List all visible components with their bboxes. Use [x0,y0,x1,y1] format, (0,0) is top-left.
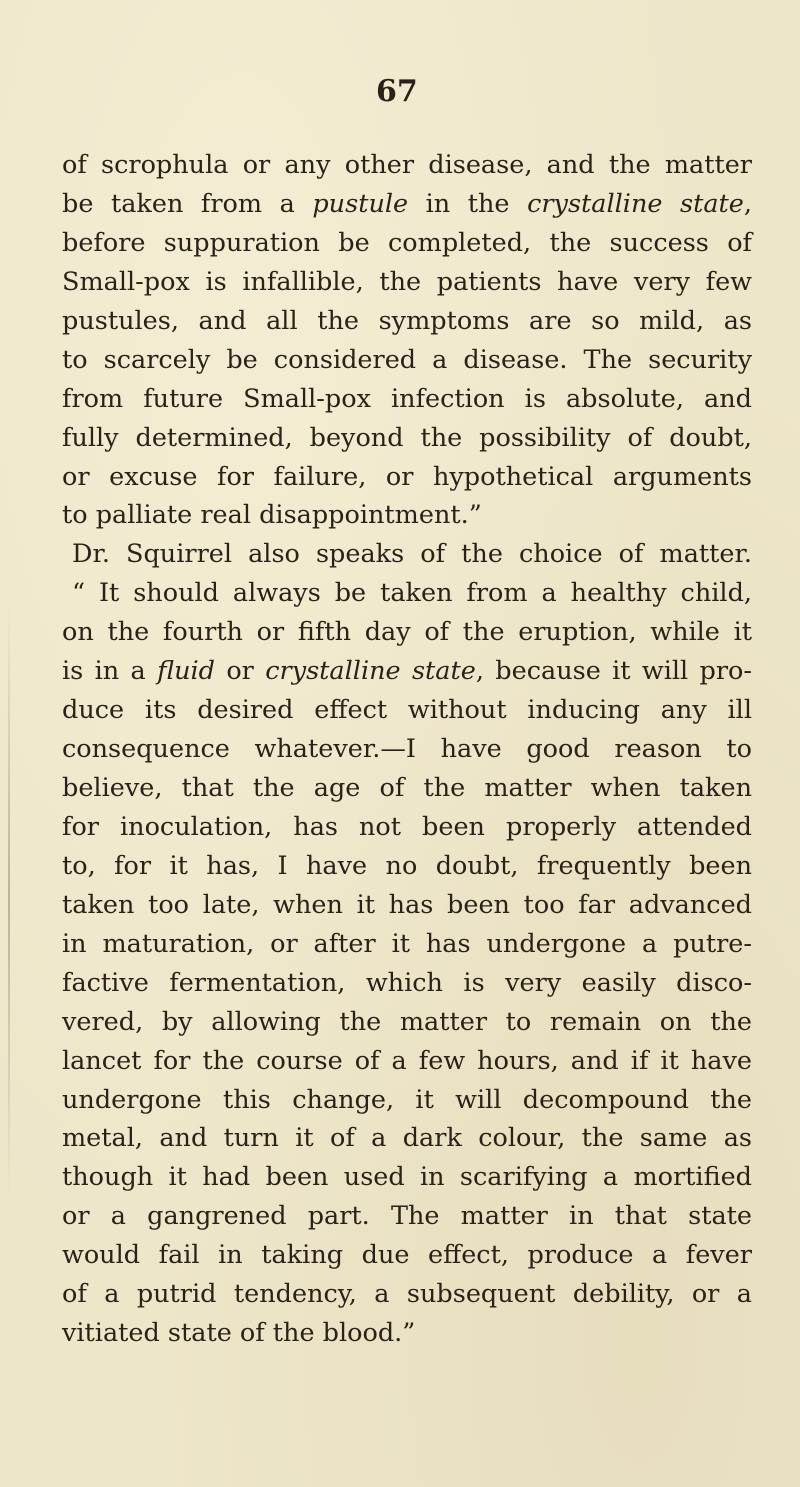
text-run: fully determined, beyond the possibility of doubt, [62,422,752,453]
text-line [62,341,752,380]
text-run: or [214,656,266,687]
text-run: of scrophula or any other disease, and the matter [62,150,752,180]
text-line [62,925,752,964]
text-run: taken too late, when it has been too far advanced [62,889,752,920]
text-run: to scarcely be considered a disease. The security [62,344,752,375]
text-run: believe, that the age of the matter when taken [62,773,752,803]
text-line [62,224,752,263]
text-line [62,535,752,574]
text-run: Dr. Squirrel also speaks of the choice of matter. [72,539,752,570]
text-run: or excuse for failure, or hypothetical arguments [62,461,752,492]
text-run: of a putrid tendency, a subsequent debility, or a [62,1279,752,1310]
text-run: , [743,188,752,219]
text-line [62,419,752,458]
text-line [62,1003,752,1042]
italic-text-run: fluid [157,656,215,687]
text-run: in the [408,188,528,219]
text-run: to palliate real disappointment.” [62,500,482,531]
text-run: pustules, and all the symptoms are so mild, as [62,305,752,336]
text-line [62,380,752,419]
text-line [62,1236,752,1275]
italic-text-run: crystalline state [265,656,476,687]
italic-text-run: pustule [312,188,409,219]
text-run: , because it will pro- [475,656,752,687]
text-line [62,613,752,652]
text-run: is in a [62,656,158,687]
text-line [62,1197,752,1236]
text-run: before suppuration be completed, the success of [62,227,752,258]
text-line [62,263,752,302]
text-run: undergone this change, it will decompound the [62,1084,752,1115]
text-line [62,146,752,185]
text-line [62,964,752,1003]
text-run: from future Small-pox infection is absolute, and [62,383,752,414]
text-line [62,302,752,341]
text-run: factive fermentation, which is very easily disco- [62,967,752,998]
text-run: vitiated state of the blood.” [62,1318,416,1349]
text-run: consequence whatever.—I have good reason to [62,734,752,765]
page-number: 67 [376,74,418,109]
text-run: would fail in taking due effect, produce a fever [62,1240,752,1271]
text-line [62,458,752,497]
text-run: “ It should always be taken from a healthy child, [72,578,752,609]
text-run: for inoculation, has not been properly attended [62,811,752,842]
text-line [62,1081,752,1120]
italic-text-run: crystalline state [527,188,744,219]
text-line [62,691,752,730]
text-line [62,1119,752,1158]
text-run: on the fourth or fifth day of the eruption, while it [62,617,752,648]
text-run: be taken from a [62,188,313,219]
text-run: duce its desired effect without inducing any ill [62,695,752,726]
text-line [62,847,752,886]
text-run: metal, and turn it of a dark colour, the same as [62,1123,752,1154]
text-run: or a gangrened part. The matter in that state [62,1201,752,1232]
text-run: in maturation, or after it has undergone a putre- [62,928,752,959]
text-line [62,1158,752,1197]
text-line [62,185,752,224]
text-line [62,808,752,847]
text-line [62,1042,752,1081]
text-line [62,652,752,691]
text-line [62,574,752,613]
text-line [62,1275,752,1314]
text-line [62,1314,752,1353]
text-run: lancet for the course of a few hours, and if it have [62,1045,752,1076]
text-run: to, for it has, I have no doubt, frequently been [62,850,752,881]
text-line [62,496,752,535]
text-line [62,730,752,769]
body-text [62,146,752,1353]
text-line [62,886,752,925]
text-run: though it had been used in scarifying a mortified [62,1162,752,1193]
page-edge-shadow [8,600,10,1200]
text-line [62,769,752,808]
text-run: vered, by allowing the matter to remain on the [62,1006,752,1037]
text-run: Small-pox is infallible, the patients have very few [62,266,752,297]
